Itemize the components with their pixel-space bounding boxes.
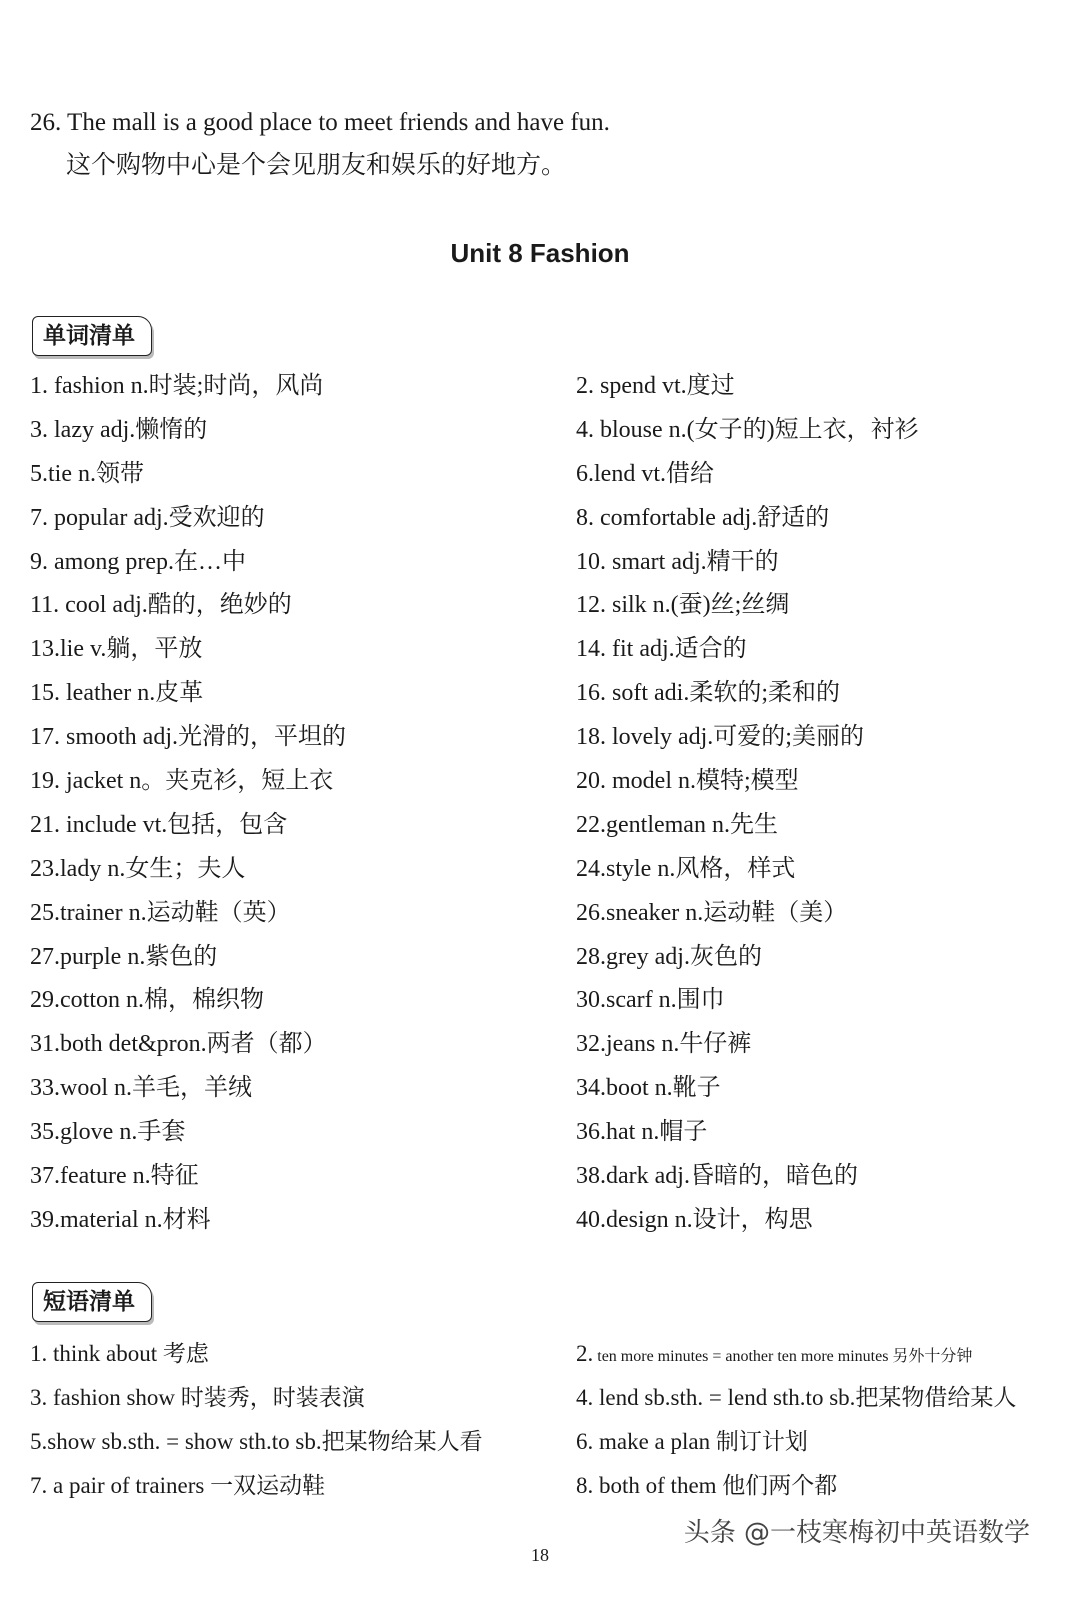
vocab-item: 8. comfortable adj.舒适的 (576, 504, 830, 531)
vocab-item: 5.tie n.领带 (30, 460, 144, 487)
unit-title: Unit 8 Fashion (450, 238, 630, 268)
vocab-item: 11. cool adj.酷的，绝妙的 (30, 592, 292, 619)
phrase-list (30, 1332, 1060, 1508)
vocab-item: 27.purple n.紫色的 (30, 943, 218, 970)
vocab-item: 37.feature n.特征 (30, 1163, 199, 1190)
vocab-item: 36.hat n.帽子 (576, 1119, 708, 1146)
vocab-item: 10. smart adj.精干的 (576, 548, 779, 575)
vocab-item: 28.grey adj.灰色的 (576, 943, 762, 970)
phrase-section-label: 短语清单 (32, 1282, 152, 1322)
vocab-item: 25.trainer n.运动鞋（英） (30, 899, 291, 926)
vocab-item: 34.boot n.靴子 (576, 1075, 721, 1102)
vocab-item: 18. lovely adj.可爱的;美丽的 (576, 724, 864, 751)
vocab-item: 29.cotton n.棉，棉织物 (30, 987, 264, 1014)
vocab-item: 32.jeans n.牛仔裤 (576, 1031, 752, 1058)
phrase-item: 4. lend sb.sth. = lend sth.to sb.把某物借给某人 (576, 1385, 1017, 1410)
phrase-number: 2. (576, 1341, 594, 1366)
vocab-item: 15. leather n.皮革 (30, 680, 204, 707)
vocab-item: 1. fashion n.时装;时尚，风尚 (30, 373, 324, 399)
vocab-list (30, 365, 1060, 1243)
vocab-section-label: 单词清单 (32, 316, 152, 356)
vocab-item: 24.style n.风格，样式 (576, 855, 796, 882)
vocab-item: 14. fit adj.适合的 (576, 636, 747, 663)
phrase-item (576, 1332, 1060, 1376)
vocab-item: 39.material n.材料 (30, 1206, 211, 1233)
sentence-english: 26. The mall is a good place to meet friends and have fun. (30, 109, 610, 136)
vocab-item: 12. silk n.(蚕)丝;丝绸 (576, 592, 790, 619)
vocab-item: 6.lend vt.借给 (576, 460, 714, 487)
vocab-item: 23.lady n.女生；夫人 (30, 855, 246, 882)
vocab-item: 17. smooth adj.光滑的，平坦的 (30, 724, 346, 751)
phrase-text: ten more minutes = another ten more minutes 另外十分钟 (593, 1348, 973, 1365)
phrase-item: 3. fashion show 时装秀，时装表演 (30, 1385, 365, 1410)
vocab-item: 16. soft adi.柔软的;柔和的 (576, 680, 840, 707)
vocab-item: 3. lazy adj.懒惰的 (30, 416, 208, 443)
watermark: 头条 @一枝寒梅初中英语数学 (683, 1518, 1030, 1548)
vocab-item: 38.dark adj.昏暗的，暗色的 (576, 1163, 858, 1190)
vocab-item: 4. blouse n.(女子的)短上衣，衬衫 (576, 416, 919, 443)
vocab-item: 2. spend vt.度过 (576, 373, 735, 399)
phrase-item: 8. both of them 他们两个都 (576, 1473, 838, 1498)
vocab-item: 33.wool n.羊毛，羊绒 (30, 1075, 252, 1102)
vocab-item: 19. jacket n。夹克衫，短上衣 (30, 768, 334, 795)
vocab-item: 31.both det&pron.两者（都） (30, 1031, 327, 1058)
vocab-item: 20. model n.模特;模型 (576, 768, 799, 795)
sentence-chinese: 这个购物中心是个会见朋友和娱乐的好地方。 (66, 150, 567, 179)
vocab-item: 35.glove n.手套 (30, 1119, 186, 1146)
phrase-item: 5.show sb.sth. = show sth.to sb.把某物给某人看 (30, 1429, 483, 1454)
vocab-item: 7. popular adj.受欢迎的 (30, 504, 265, 531)
phrase-item: 6. make a plan 制订计划 (576, 1429, 808, 1454)
page-number: 18 (531, 1545, 549, 1565)
vocab-item: 22.gentleman n.先生 (576, 811, 778, 838)
vocab-item: 30.scarf n.围巾 (576, 987, 725, 1014)
vocab-item: 21. include vt.包括，包含 (30, 811, 288, 838)
vocab-item: 40.design n.设计，构思 (576, 1206, 813, 1233)
phrase-item: 7. a pair of trainers 一双运动鞋 (30, 1473, 326, 1498)
phrase-item: 1. think about 考虑 (30, 1341, 209, 1366)
vocab-item: 13.lie v.躺，平放 (30, 636, 203, 663)
example-sentence (30, 106, 610, 182)
vocab-item: 9. among prep.在…中 (30, 548, 246, 575)
vocab-item: 26.sneaker n.运动鞋（美） (576, 899, 848, 926)
